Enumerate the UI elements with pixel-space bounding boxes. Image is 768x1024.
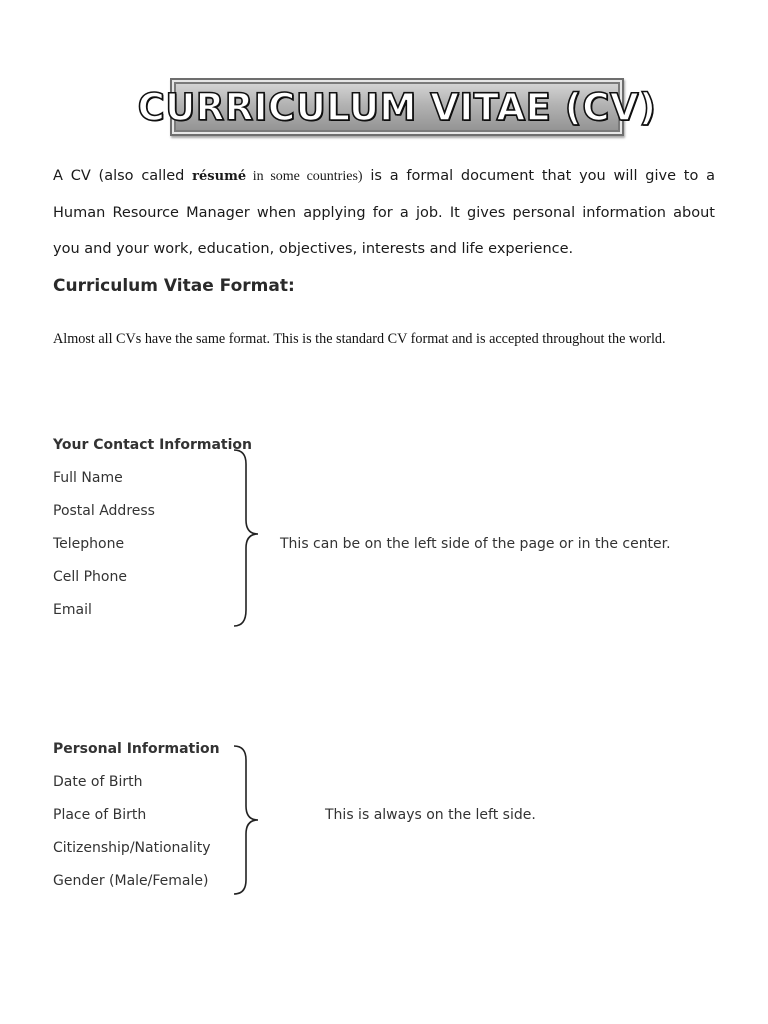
personal-heading: Personal Information [53, 741, 220, 757]
format-note: Almost all CVs have the same format. This is the standard CV format and is accepted throughout the world. [53, 331, 666, 347]
contact-note: This can be on the left side of the page or in the center. [280, 536, 671, 552]
intro-text-end: is a formal document that you will give to a [362, 168, 716, 184]
format-heading: Curriculum Vitae Format: [53, 276, 295, 296]
personal-item-citizenship: Citizenship/Nationality [53, 840, 211, 856]
resume-word: résumé [192, 169, 247, 184]
personal-item-gender: Gender (Male/Female) [53, 873, 209, 889]
personal-item-place-of-birth: Place of Birth [53, 807, 147, 823]
contact-brace-icon [230, 448, 266, 630]
personal-item-date-of-birth: Date of Birth [53, 774, 143, 790]
contact-heading: Your Contact Information [53, 437, 252, 453]
intro-line-1 [53, 158, 715, 195]
contact-item-email: Email [53, 602, 92, 618]
intro-text-start: A CV (also called [53, 168, 193, 184]
contact-item-full-name: Full Name [53, 470, 123, 486]
document-title: CURRICULUM VITAE (CV) [137, 85, 657, 129]
contact-item-telephone: Telephone [53, 536, 125, 552]
personal-note: This is always on the left side. [325, 807, 536, 823]
intro-paragraph [53, 158, 715, 267]
countries-text: in some countries) [246, 169, 363, 184]
personal-brace-icon [230, 744, 266, 896]
intro-line-3: you and your work, education, objectives, interests and life experience. [53, 241, 574, 257]
contact-item-cell-phone: Cell Phone [53, 569, 127, 585]
contact-item-postal-address: Postal Address [53, 503, 155, 519]
intro-line-2: Human Resource Manager when applying for a job. It gives personal information about [53, 205, 715, 221]
document-title-banner [137, 78, 657, 136]
